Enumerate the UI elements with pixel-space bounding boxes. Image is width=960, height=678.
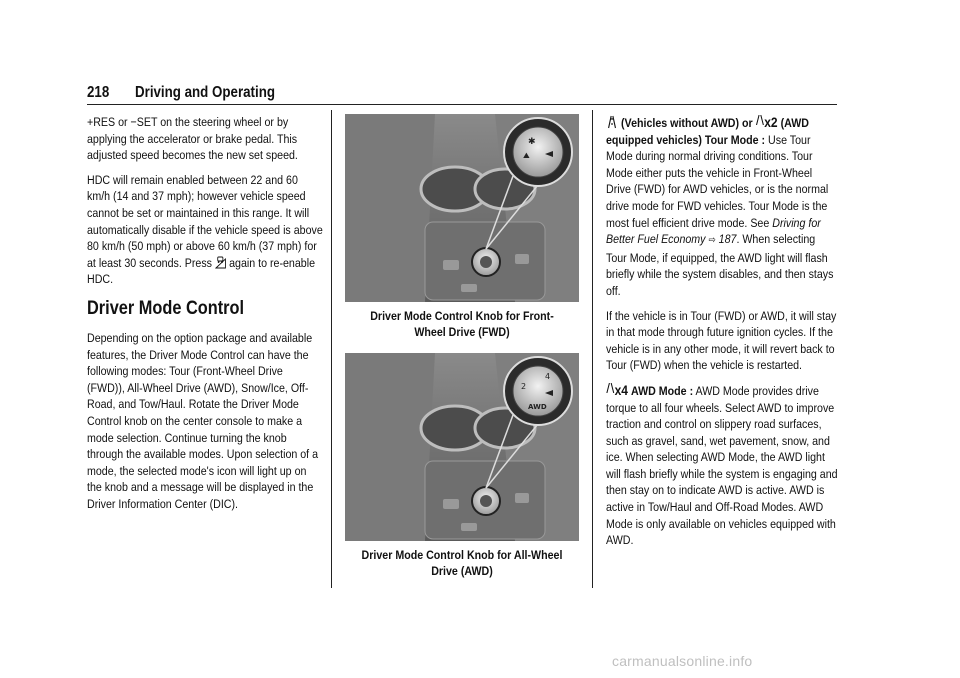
- paragraph-awd-mode: [606, 382, 838, 549]
- knob-label-awd: AWD: [528, 402, 547, 411]
- x2-symbol: x2: [764, 114, 778, 130]
- paragraph-mode-persist: If the vehicle is in Tour (FWD) or AWD, it will stay in that mode through future ignition cycles. If the vehicle is in any other mode, it will revert back to Tour (FWD) when the vehicle is restarted.: [606, 308, 837, 373]
- column-middle: [345, 114, 579, 580]
- tour-text: Use Tour Mode during normal driving conditions. Tour Mode either puts the vehicle in Front-Wheel Drive (FWD) for AWD vehicles, or is the normal drive mode for FWD vehicles. Tour Mode is the most fuel efficient drive mode. See: [606, 132, 829, 230]
- hdc-text: HDC will remain enabled between 22 and 60 km/h (14 and 37 mph); however vehicle speed cannot be set or maintained in this range. It will automatically disable if the vehicle speed is above 80 km/h (50 mph) or above 60 km/h (37 mph) for at least 30 seconds. Press: [87, 172, 323, 270]
- awd-text: AWD Mode provides drive torque to all four wheels. Select AWD to improve traction and control on slippery road surfaces, such as gravel, sand, wet pavement, snow, and ice. When selecting AWD Mode, the AWD light will flash briefly while the system is engaging and then stay on to indicate AWD is active. AWD is active in Tow/Haul and Off-Road Modes. AWD Mode is only available on vehicles equipped with AWD.: [606, 383, 838, 548]
- column-divider-right: [592, 110, 593, 588]
- ref-arrow-icon: ⇨: [708, 235, 716, 247]
- x4-symbol: x4: [614, 381, 628, 398]
- section-heading: Driver Mode Control: [87, 297, 245, 319]
- fuel-economy-link[interactable]: Driving for Better Fuel Economy: [606, 215, 821, 247]
- hill-descent-icon: [215, 255, 226, 269]
- watermark: carmanualsonline.info: [612, 653, 753, 669]
- header-rule: [87, 104, 837, 105]
- awd-label: AWD Mode :: [630, 383, 694, 398]
- awd-x4-icon: [606, 383, 615, 393]
- photo-fwd-knob: [345, 114, 579, 302]
- tour-label-2: (AWD equipped vehicles) Tour Mode :: [606, 116, 810, 147]
- caption-fwd: Driver Mode Control Knob for Front-Wheel Drive (FWD): [370, 309, 554, 340]
- knob-label-4: 4: [545, 371, 551, 381]
- paragraph-driver-mode: Depending on the option package and available features, the Driver Mode Control can have the following modes: Tour (Front-Wheel Drive (FWD)), All-Wheel Drive (AWD), Snow/Ice, Off-Road, and Tow/Haul. Rotate the Driver Mode Control knob on the center console to make a mode selection. Continue turning the knob through the available modes. Upon selection of a mode, the selected mode's icon will light up on the knob and a message will be displayed in the Driver Information Center (DIC).: [87, 330, 319, 511]
- paragraph-hdc: [87, 172, 324, 288]
- page-ref[interactable]: 187: [718, 232, 737, 247]
- page-number: 218: [87, 84, 110, 101]
- column-right: [606, 114, 838, 549]
- photo-awd-knob: [345, 353, 579, 541]
- paragraph-res-set: +RES or −SET on the steering wheel or by applying the accelerator or brake pedal. This adjusted speed becomes the new set speed.: [87, 115, 298, 163]
- paragraph-tour-mode: [606, 114, 838, 300]
- tour-mode-icon: [606, 115, 618, 129]
- column-left: [87, 114, 323, 512]
- svg-text:⛰: ⛰: [523, 151, 530, 160]
- tour-text-2: . When selecting Tour Mode, if equipped, the AWD light will flash briefly while the system disables, and then stays off.: [606, 232, 834, 298]
- page-header: [87, 84, 837, 106]
- section-title: Driving and Operating: [135, 84, 275, 101]
- caption-awd: Driver Mode Control Knob for All-Wheel Drive (AWD): [361, 547, 563, 579]
- hdc-text-end: again to re-enable HDC.: [87, 255, 316, 287]
- awd-x2-icon: [756, 115, 765, 125]
- svg-text:✱: ✱: [528, 137, 536, 147]
- knob-label-2: 2: [521, 381, 527, 391]
- tour-label: (Vehicles without AWD) or: [621, 116, 753, 130]
- column-divider-left: [331, 110, 332, 588]
